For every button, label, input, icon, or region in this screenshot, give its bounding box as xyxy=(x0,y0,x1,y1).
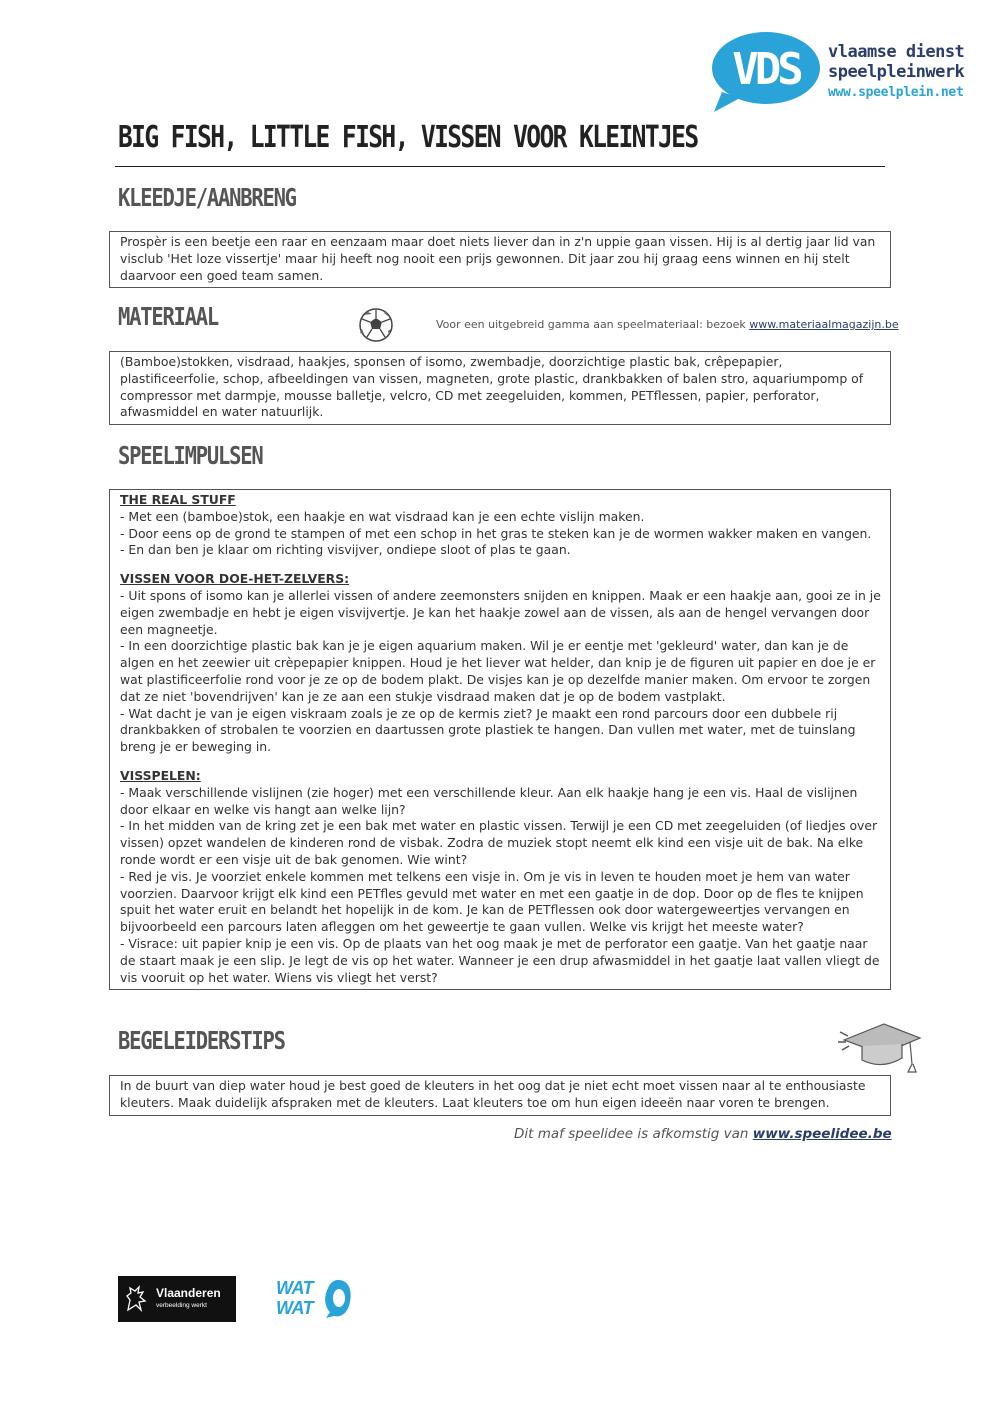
doe-het-zelvers-line: - In een doorzichtige plastic bak kan je je eigen aquarium maken. Wil je er eentje met 'gekleurd' water, dan kan je de algen en het zeewier uit crèpepapier knippen. Houd je het liever wat helder, dan knip je de figuren uit papier en doe je er wat plastificeerfolie rond voor je ze op de bodem plakt. De visjes kan je op dezelfde manier maken. Om ervoor te zorgen dat ze niet 'bovendrijven' kan je ze aan een stukje visdraad maken dat je op de bodem vastplakt. xyxy=(120,638,876,704)
watwat-bubble-icon xyxy=(322,1278,354,1320)
visspelen-line: - In het midden van de kring zet je een bak met water en plastic vissen. Terwijl je een CD met zeegeluiden (of liedjes over vissen) opzet wandelen de kinderen rond de visbak. Zodra de muziek stopt neemt elk kind een visje uit de bak. Na elke ronde wordt er een visje uit de bak genomen. Wie wint? xyxy=(120,818,878,867)
logo-text xyxy=(828,42,964,104)
watwat-bottom: WAT xyxy=(276,1298,314,1318)
speelidee-link[interactable]: www.speelidee.be xyxy=(752,1126,892,1142)
box-kleedje xyxy=(109,231,891,288)
spacer xyxy=(120,756,881,768)
real-stuff-line: - En dan ben je klaar om richting visvijver, ondiepe sloot of plas te gaan. xyxy=(120,542,571,558)
begeleiderstips-text: In de buurt van diep water houd je best goed de kleuters in het oog dat je niet echt moet vissen naar al te enthousiaste kleuters. Maak duidelijk afspraken met de kleuters. Laat kleuters toe om hun eigen ideeën naar voren te brengen. xyxy=(120,1078,866,1110)
subheading-visspelen: VISSPELEN: xyxy=(120,767,201,783)
logo-line1: vlaamse dienst xyxy=(828,42,965,62)
logo-url[interactable]: www.speelplein.net xyxy=(828,85,964,100)
watwat-logo xyxy=(272,1276,356,1322)
lion-icon xyxy=(124,1284,148,1314)
vlaanderen-logo xyxy=(118,1276,236,1322)
materiaal-note-text: Voor een uitgebreid gamma aan speelmateriaal: bezoek xyxy=(436,318,750,331)
subheading-real-stuff: THE REAL STUFF xyxy=(120,492,236,507)
vlaanderen-name: Vlaanderen xyxy=(156,1286,221,1300)
heading-kleedje: KLEEDJE/AANBRENG xyxy=(118,183,296,212)
visspelen-line: - Red je vis. Je voorziet enkele kommen met telkens een visje in. Om je vis in leven te houden moet je hem van water voorzien. Daarvoor krijgt elk kind een PETfles gevuld met water en met een gaatje in de dop. Door op de fles te knijpen spuit het water eruit en belandt het hopelijk in de kom. Je kan de PETflessen ook door watergeweertjes vervangen en bijvoorbeeld een parcours laten afleggen om het geweertje te gaan vullen. Welke vis krijgt het meeste water? xyxy=(120,868,864,935)
visspelen-line: - Maak verschillende vislijnen (zie hoger) met een verschillende kleur. Aan elk haakje hang je een vis. Haal de vislijnen door elkaar en welke vis hangt aan welke lijn? xyxy=(120,784,858,817)
visspelen-line: - Visrace: uit papier knip je een vis. Op de plaats van het oog maak je met de perforator een gaatje. Van het gaatje naar de staart maak je een slip. Je legt de vis op het water. Wanneer je een drup afwasmiddel in het gaatje laat vallen vliegt de vis vooruit op het water. Wiens vis vliegt het verst? xyxy=(120,935,880,985)
vlaanderen-tagline: verbeelding werkt xyxy=(156,1302,207,1309)
source-text: Dit maf speelidee is afkomstig van xyxy=(514,1126,753,1142)
source-credit xyxy=(514,1126,892,1142)
real-stuff-line: - Met een (bamboe)stok, een haakje en wat visdraad kan je een echte vislijn maken. xyxy=(120,508,645,524)
doe-het-zelvers-line: - Wat dacht je van je eigen viskraam zoals je ze op de kermis ziet? Je maakt een rond parcours door een dubbele rij drankbakken of strobalen te voorzien en daartussen grote plastiek te hangen. Dan vullen met water, met de tuinslang breng je er beweging in. xyxy=(120,705,856,755)
materiaal-note xyxy=(436,318,899,331)
materiaal-text: (Bamboe)stokken, visdraad, haakjes, sponsen of isomo, zwembadje, doorzichtige plastic bak, crêpepapier, plastificeerfolie, schop, afbeeldingen van vissen, magneten, grote plastic, drankbakken of balen stro, aquariumpomp of compressor met darmpje, mousse balletje, velcro, CD met zeegeluiden, kommen, PETflessen, papier, perforator, afwasmiddel en water natuurlijk. xyxy=(120,354,864,420)
real-stuff-line: - Door eens op de grond te stampen of met een schop in het gras te steken kan je de wormen wakker maken en vangen. xyxy=(120,525,872,541)
graduation-cap-icon xyxy=(838,1018,922,1078)
page-title: BIG FISH, LITTLE FISH, VISSEN VOOR KLEINTJES xyxy=(118,120,698,155)
box-speelimpulsen xyxy=(109,489,891,990)
title-divider xyxy=(115,166,885,167)
watwat-text xyxy=(276,1278,313,1318)
heading-materiaal: MATERIAAL xyxy=(118,302,219,331)
logo-line2: speelpleinwerk xyxy=(828,62,965,82)
box-materiaal xyxy=(109,351,891,425)
heading-speelimpulsen: SPEELIMPULSEN xyxy=(118,441,263,470)
logo-mark: VDS xyxy=(732,44,800,95)
kleedje-text: Prospèr is een beetje een raar en eenzaam maar doet niets liever dan in z'n uppie gaan vissen. Hij is al dertig jaar lid van visclub 'Het loze vissertje' maar hij heeft nog nooit een prijs gewonnen. Dit jaar zou hij graag eens winnen en hij stelt daarvoor een goed team samen. xyxy=(120,234,876,283)
subheading-doe-het-zelvers: VISSEN VOOR DOE-HET-ZELVERS: xyxy=(120,571,350,587)
vds-bubble-icon xyxy=(710,30,822,114)
spacer xyxy=(120,559,881,571)
heading-begeleiderstips: BEGELEIDERSTIPS xyxy=(118,1026,285,1055)
vds-logo xyxy=(710,30,970,120)
doe-het-zelvers-line: - Uit spons of isomo kan je allerlei vissen of andere zeemonsters snijden en knippen. Maak er een haakje aan, gooi ze in je eigen zwembadje en hebt je eigen visvijvertje. Je kan het haakje zowel aan de vissen, als aan de hengel vervangen door een magneetje. xyxy=(120,587,881,637)
box-begeleiderstips xyxy=(109,1075,891,1116)
watwat-top: WAT xyxy=(276,1278,314,1298)
soccer-ball-icon xyxy=(358,307,394,343)
materiaalmagazijn-link[interactable]: www.materiaalmagazijn.be xyxy=(749,318,899,331)
